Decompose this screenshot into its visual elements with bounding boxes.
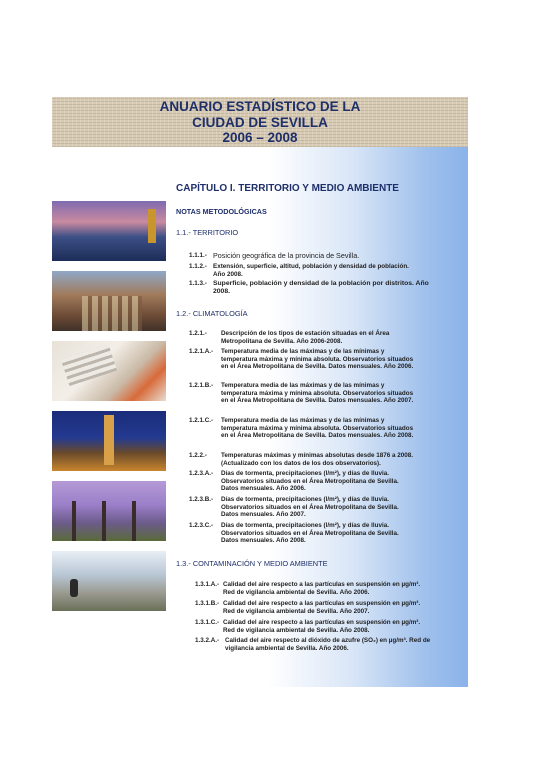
chapter-title: CAPÍTULO I. TERRITORIO Y MEDIO AMBIENTE — [176, 183, 399, 194]
toc-item-number: 1.1.2.- — [189, 263, 207, 270]
toc-item-number: 1.3.1.C.- — [195, 619, 220, 626]
photo-city-street — [52, 271, 166, 331]
toc-item-text: Temperatura media de las máximas y de las mínimas y temperatura máxima y mínima absoluta. Observatorios situados en el Área Metropolitana de Sevilla. Datos mensuales. Año 2006. — [221, 348, 414, 371]
toc-item-text: Calidad del aire respecto a las partículas en suspensión en µg/m³. Red de vigilancia ambiental de Sevilla. Año 2006. — [223, 581, 421, 596]
toc-item-number: 1.1.1.- — [189, 252, 207, 259]
section-title-contaminacion: 1.3.- CONTAMINACIÓN Y MEDIO AMBIENTE — [176, 559, 328, 568]
toc-item — [189, 348, 449, 371]
toc-item-text: Superficie, población y densidad de la población por distritos. Año 2008. — [213, 280, 429, 295]
toc-item-text: Calidad del aire respecto a las partículas en suspensión en µg/m³. Red de vigilancia ambiental de Sevilla. Año 2008. — [223, 619, 421, 634]
toc-item — [189, 496, 449, 519]
toc-item-number: 1.1.3.- — [189, 280, 207, 287]
section-title-climatologia: 1.2.- CLIMATOLOGÍA — [176, 309, 248, 318]
toc-item-number: 1.2.1.B.- — [189, 382, 214, 389]
photo-column — [52, 201, 166, 621]
document-page — [52, 97, 468, 687]
photo-jacaranda-trees — [52, 481, 166, 541]
toc-item-number: 1.3.1.A.- — [195, 581, 220, 588]
toc-item — [189, 382, 449, 405]
toc-item-number: 1.2.3.A.- — [189, 470, 214, 477]
toc-item — [189, 452, 449, 467]
toc-item — [195, 581, 455, 596]
photo-cathedral-night — [52, 411, 166, 471]
toc-item-text: Calidad del aire respecto a las partículas en suspensión en µg/m³. Red de vigilancia ambiental de Sevilla. Año 2007. — [223, 600, 421, 615]
toc-item-text: Calidad del aire respecto al dióxido de azufre (SO₂) en µg/m³. Red de vigilancia ambiental de Sevilla. Año 2006. — [225, 637, 431, 652]
toc-item — [195, 637, 455, 652]
toc-item — [189, 417, 449, 440]
toc-item-number: 1.3.2.A.- — [195, 637, 220, 644]
title-line-3: 2006 – 2008 — [222, 130, 298, 145]
toc-item-number: 1.3.1.B.- — [195, 600, 220, 607]
toc-item-text: Extensión, superficie, altitud, población y densidad de población. Año 2008. — [213, 263, 409, 278]
toc-item-number: 1.2.1.A.- — [189, 348, 214, 355]
toc-item-text: Posición geográfica de la provincia de Sevilla. — [213, 251, 360, 260]
toc-item — [189, 263, 449, 278]
toc-item-text: Días de tormenta, precipitaciones (l/m²), y días de lluvia. Observatorios situados en el Área Metropolitana de Sevilla. Datos mensuales. Año 2007. — [221, 496, 399, 519]
toc-item — [195, 619, 455, 634]
toc-item — [195, 600, 455, 615]
photo-keyboard — [52, 341, 166, 401]
toc-item-number: 1.2.1.C.- — [189, 417, 214, 424]
notes-heading: NOTAS METODOLÓGICAS — [176, 207, 267, 216]
toc-item — [189, 470, 449, 493]
toc-item-text: Días de tormenta, precipitaciones (l/m²), y días de lluvia. Observatorios situados en el Área Metropolitana de Sevilla. Datos mensuales. Año 2008. — [221, 522, 399, 545]
toc-item — [189, 252, 449, 260]
toc-item — [189, 330, 449, 345]
toc-item-text: Temperatura media de las máximas y de las mínimas y temperatura máxima y mínima absoluta. Observatorios situados en el Área Metropolitana de Sevilla. Datos mensuales. Año 2008. — [221, 417, 414, 440]
photo-river-night — [52, 201, 166, 261]
toc-item-text: Temperatura media de las máximas y de las mínimas y temperatura máxima y mínima absoluta. Observatorios situados en el Área Metropolitana de Sevilla. Datos mensuales. Año 2007. — [221, 382, 414, 405]
section-title-territorio: 1.1.- TERRITORIO — [176, 228, 239, 237]
toc-item — [189, 280, 449, 295]
toc-item-number: 1.2.3.B.- — [189, 496, 214, 503]
toc-item-number: 1.2.1.- — [189, 330, 207, 337]
toc-item-text: Días de tormenta, precipitaciones (l/m²), y días de lluvia. Observatorios situados en el Área Metropolitana de Sevilla. Datos mensuales. Año 2006. — [221, 470, 399, 493]
toc-item-number: 1.2.3.C.- — [189, 522, 214, 529]
title-banner — [52, 97, 468, 147]
toc-item-number: 1.2.2.- — [189, 452, 207, 459]
title-line-2: CIUDAD DE SEVILLA — [192, 114, 328, 130]
photo-cyclist-road — [52, 551, 166, 611]
toc-item-text: Temperaturas máximas y mínimas absolutas desde 1876 a 2008. (Actualizado con los datos de los dos observatorios). — [221, 452, 414, 467]
toc-item — [189, 522, 449, 545]
toc-item-text: Descripción de los tipos de estación situadas en el Área Metropolitana de Sevilla. Año 2006-2008. — [221, 330, 390, 345]
title-line-1: ANUARIO ESTADÍSTICO DE LA — [159, 99, 361, 114]
